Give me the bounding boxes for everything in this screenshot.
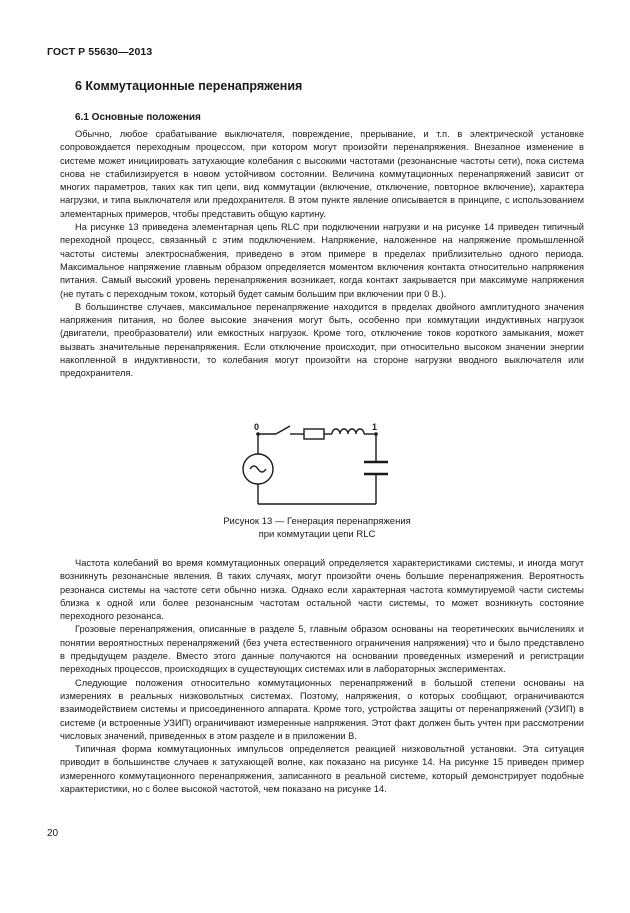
paragraph: Следующие положения относительно коммутационных перенапряжений в большой степени основаны на измерениях в реальных низковольтных системах. Поэтому, напряжения, о которых сообщают, ограничиваются взаимодействием системы и присоединенного аппарата. Кроме того, устройства защиты от перенапряжений (УЗИП) в системе (и встроенные УЗИП) ограничивают измеренные напряжения. Этот факт должен быть учтен при рассмотрении числовых значений, приведенных в этом разделе и в приложении В. <box>60 677 584 741</box>
page-number: 20 <box>47 828 59 839</box>
rlc-circuit-diagram <box>236 418 396 510</box>
node-label-1: 1 <box>372 422 378 432</box>
switch-icon <box>276 426 290 434</box>
subsection-title: 6.1 Основные положения <box>75 112 201 123</box>
node-dot <box>256 432 260 436</box>
section-title: 6 Коммутационные перенапряжения <box>75 79 303 93</box>
document-header: ГОСТ Р 55630—2013 <box>47 46 153 58</box>
paragraph: В большинстве случаев, максимальное перенапряжение находится в пределах двойного амплитудного значения напряжения питания, но более высокие значения могут быть, особенно при коммутации индуктивных нагрузок (двигатели, преобразователи) или емкостных нагрузок. Кроме того, отключение токов короткого замыкания, может вызвать значительные перенапряжения. Если отключение происходит, при относительно высоком значении энергии накопленной в индуктивности, то колебания могут произойти на стороне нагрузки вводного выключателя или предохранителя. <box>60 301 584 379</box>
node-label-0: 0 <box>254 422 260 432</box>
node-dot <box>374 432 378 436</box>
sine-symbol <box>250 466 266 472</box>
figure-caption <box>180 515 454 541</box>
text-block-before-figure <box>60 128 584 381</box>
paragraph: Типичная форма коммутационных импульсов определяется реакцией низковольтной установки. Эта ситуация приводит в большинстве случаев к затухающей волне, как показано на рисунке 14. На рисунке 15 приведен пример измеренного коммутационного перенапряжения, записанного в реальной системе, который демонстрирует подобные характеристики, но с более высокой частотой, чем показано на рисунке 14. <box>60 744 584 795</box>
resistor-icon <box>304 429 324 439</box>
caption-line: при коммутации цепи RLC <box>258 529 376 540</box>
paragraph: Грозовые перенапряжения, описанные в разделе 5, главным образом основаны на теоретических вычислениях и понятии вероятностных перенапряжений (без учета естественного ограничения напряжения) что и было представлено в предыдущем разделе. Вместо этого данные получаются на основании проведенных измерений и регистрации переходных процессов, происходящих в существующих системах или в лабораторных экспериментах. <box>60 624 584 675</box>
text-block-after-figure <box>60 557 584 796</box>
paragraph: На рисунке 13 приведена элементарная цепь RLC при подключении нагрузки и на рисунке 14 приведен типичный переходной процесс, связанный с этим подключением. Напряжение, наложенное на напряжение промышленной частоты системы электроснабжения, приведено в этом примере в пределах приблизительно одного периода. Максимальное напряжение главным образом определяется моментом включения контакта относительно напряжения питания. Самый высокий уровень перенапряжения возникает, когда контакт закрывается при максимуме напряжения (не путать с переходным током, который будет самым большим при включении при 0 В.). <box>60 222 584 299</box>
inductor-icon <box>332 429 364 434</box>
caption-line: Рисунок 13 — Генерация перенапряжения <box>223 516 411 527</box>
paragraph: Частота колебаний во время коммутационных операций определяется характеристиками системы, и иногда могут возникнуть резонансные явления. В таких случаях, могут произойти очень большие перенапряжения. Вероятность резонанса системы на частоте сети обычно низка. Однако если характерная частота коммутируемой части системы близка к одной или более резонансным частотам остальной части системы, то может возникнуть состояние переходного резонанса. <box>60 558 584 622</box>
paragraph: Обычно, любое срабатывание выключателя, повреждение, прерывание, и т.п. в электрической установке сопровождается переходным процессом, при котором могут произойти перенапряжения. Внезапное изменение в системе может инициировать затухающие колебания с высокими частотами (резонансные частоты сети), пока система снова не стабилизируется в новом устойчивом состоянии. Величина коммутационных перенапряжений зависит от многих параметров, таких как тип цепи, вид коммутации (включение, отключение, повторное включение), характера нагрузки, и типа выключателя или предохранителя. В этом пункте явление описывается в принципе, с использованием элементарных примеров, чтобы представить общую картину. <box>60 129 584 219</box>
